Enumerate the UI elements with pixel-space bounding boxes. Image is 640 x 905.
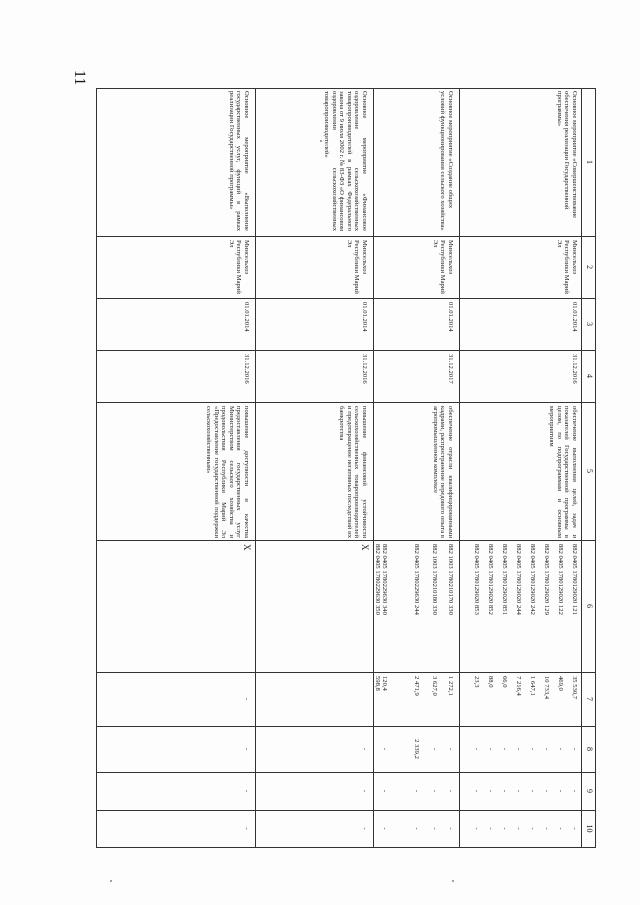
row3-executor: Минсельхоз Республики Марий Эл — [345, 240, 368, 294]
row4-kbk: Х — [242, 544, 252, 551]
row1-kbk-5: 882 0405 1780129020 244 — [515, 544, 522, 615]
row4-c9: - — [243, 789, 250, 793]
row1-c9-6: - — [501, 789, 508, 793]
row1-c10-5: - — [515, 827, 522, 830]
row4-start: 01.01.2014 — [243, 302, 250, 332]
row2-c9-2: - — [431, 789, 438, 793]
row1-amount-3: 10 733,4 — [543, 676, 550, 700]
row1-c9-4: - — [529, 789, 536, 793]
row2-kbk-3: 882 0405 1780229630 244 — [413, 544, 420, 615]
row1-c8-4: - — [529, 747, 536, 751]
row2-c8-1: - — [447, 747, 454, 751]
row4-amount: - — [243, 697, 250, 701]
row1-amount-4: 1 647,1 — [529, 676, 536, 696]
row1-c10-6: - — [501, 827, 508, 830]
header-col-2: 2 — [585, 265, 594, 269]
row1-c8-8: - — [473, 747, 480, 751]
row2-c9-3: - — [413, 789, 420, 793]
row2-start: 01.01.2014 — [447, 302, 454, 332]
row3-c10-1: - — [381, 827, 388, 830]
row1-c10-8: - — [473, 827, 480, 830]
row1-kbk-1: 882 0405 1780129020 121 — [571, 544, 578, 615]
row2-c10-1: - — [447, 827, 454, 830]
row4-end: 31.12.2016 — [243, 354, 250, 384]
row3-c9-1: - — [381, 789, 388, 793]
row1-c9-1: - — [571, 789, 578, 793]
header-col-8: 8 — [585, 747, 594, 751]
row1-c8-5: - — [515, 747, 522, 751]
row4-result: повышение доступности и качества предоставления государственных услуг Министерством сельского хозяйства и продовольствия Республики Марий Эл «Предоставление государственной поддержки сельскохозяйственным» — [205, 406, 250, 538]
row3-c9-2: - — [361, 789, 368, 793]
row1-c9-7: - — [487, 789, 494, 793]
header-col-1: 1 — [585, 160, 594, 164]
row4-executor: Минсельхоз Республики Марий Эл — [227, 240, 250, 294]
row1-end: 31.12.2016 — [571, 354, 578, 384]
row2-c10-3: - — [413, 827, 420, 830]
rotated-table — [96, 88, 596, 848]
row1-kbk-4: 882 0405 1780129020 242 — [529, 544, 536, 615]
row2-kbk-2: 882 1003 1780210180 330 — [431, 544, 438, 615]
row3-kbk-x: Х — [360, 544, 370, 551]
row1-c10-4: - — [529, 827, 536, 830]
row1-c8-7: - — [487, 747, 494, 751]
row1-executor: Минсельхоз Республики Марий Эл — [555, 240, 578, 294]
row1-amount-8: 23,3 — [473, 676, 480, 688]
row3-amount-3: 598,8 — [374, 676, 381, 691]
row1-c10-1: - — [571, 827, 578, 830]
row3-event: Основное мероприятие «Финансовое оздоровление сельскохозяйственных товаропроизводителей в рамках Федерального закона от 9 июля 2002 г. № 83-ФЗ «О финансовом оздоровлении сельскохозяйственных товаропроизводителей» — [323, 91, 368, 231]
row1-event: Основное мероприятие «Совершенствование обеспечения реализации Государственной программы» — [555, 91, 578, 219]
header-col-9: 9 — [585, 789, 594, 793]
row1-amount-2: 469,0 — [557, 676, 564, 691]
row1-amount-6: 66,0 — [501, 676, 508, 688]
header-col-5: 5 — [585, 469, 594, 473]
row3-result: повышение финансовой устойчивости сельскохозяйственных товаропроизводителей и предотвращение негативных последствий их банкротства — [338, 406, 368, 538]
header-col-3: 3 — [585, 322, 594, 326]
row1-c9-3: - — [543, 789, 550, 793]
row4-c10: - — [243, 827, 250, 830]
row1-c8-6: - — [501, 747, 508, 751]
row3-kbk-3: 882 0405 1780229630 350 — [374, 544, 381, 615]
row2-c10-2: - — [431, 827, 438, 830]
row2-c9-1: - — [447, 789, 454, 793]
row1-c9-2: - — [557, 789, 564, 793]
row1-amount-5: 7 216,4 — [515, 676, 522, 696]
row2-amount-2: 3 627,0 — [431, 676, 438, 696]
row1-c9-5: - — [515, 789, 522, 793]
row1-c8-3: - — [543, 747, 550, 751]
row3-end: 31.12.2016 — [361, 354, 368, 384]
row1-c10-2: - — [557, 827, 564, 830]
row2-executor: Минсельхоз Республики Марий Эл — [431, 240, 454, 294]
row1-kbk-6: 882 0405 1780129020 851 — [501, 544, 508, 615]
row2-end: 31.12.2017 — [447, 354, 454, 384]
row1-amount-7: 88,0 — [487, 676, 494, 688]
row2-amount-1: 1 272,1 — [447, 676, 454, 696]
header-col-7: 7 — [585, 697, 594, 701]
row3-start: 01.01.2014 — [361, 302, 368, 332]
row1-c8-2: - — [557, 747, 564, 751]
row2-event: Основное мероприятие «Создание общих условий функционирования сельского хозяйства» — [439, 91, 454, 231]
row1-kbk-2: 882 0405 1780129020 122 — [557, 544, 564, 615]
row1-c10-7: - — [487, 827, 494, 830]
row2-c8-3: 2 339,2 — [413, 739, 420, 759]
row4-c8: - — [243, 747, 250, 751]
row2-result: обеспечение отрасли квалифицированными кадрами, распространение передового опыта в агропромышленном комплексе — [431, 406, 454, 538]
page-number: 11 — [71, 70, 88, 86]
header-col-4: 4 — [585, 374, 594, 378]
row1-c9-8: - — [473, 789, 480, 793]
row1-amount-1: 35 530,7 — [571, 676, 578, 700]
row2-kbk-1: 882 1003 1780210170 330 — [447, 544, 454, 615]
row3-kbk-2: 882 0405 1780229630 340 — [381, 544, 388, 615]
row1-result: обеспечение выполнения целей, задач и показателей Государственной программы в целом, по подпрограммам и основным мероприятиям — [548, 406, 578, 538]
row2-amount-3: 2 471,9 — [413, 676, 420, 696]
row1-kbk-8: 882 0405 1780129020 853 — [473, 544, 480, 615]
row3-amount-2: 120,4 — [381, 676, 388, 691]
header-col-6: 6 — [585, 604, 594, 608]
row3-c8-1: - — [381, 747, 388, 751]
row1-c8-1: - — [571, 747, 578, 751]
row3-c10-2: - — [361, 827, 368, 830]
row2-c8-2: - — [431, 747, 438, 751]
row4-event: Основное мероприятие «Выполнение государственных услуг, функций в рамках реализации Государственной программы» — [227, 91, 250, 231]
header-col-10: 10 — [585, 824, 594, 833]
row1-kbk-3: 882 0405 1780129020 129 — [543, 544, 550, 615]
row1-start: 01.01.2014 — [571, 302, 578, 332]
row1-kbk-7: 882 0405 1780129020 852 — [487, 544, 494, 615]
row3-c8-2: - — [361, 747, 368, 751]
row1-c10-3: - — [543, 827, 550, 830]
